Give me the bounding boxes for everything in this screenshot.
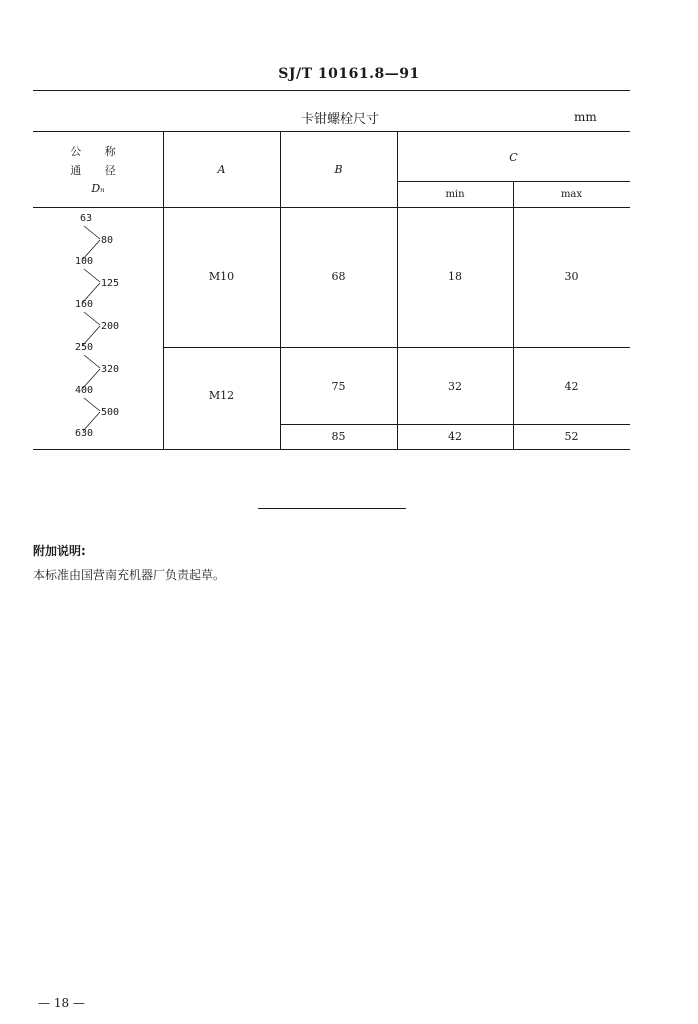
dn-80: 80: [101, 235, 114, 246]
dn-500: 500: [101, 407, 120, 418]
col-rule-3: [397, 131, 398, 449]
standard-number: SJ/T 10161.8—91: [278, 66, 420, 82]
dn-zigzag-lines: [33, 207, 163, 452]
note-title: 附加说明:: [33, 544, 86, 558]
end-rule: [258, 508, 406, 509]
dn-400: 400: [75, 385, 94, 396]
dn-200: 200: [101, 321, 120, 332]
col-rule-2: [280, 131, 281, 449]
row2-c-min: 32: [448, 380, 462, 393]
dn-320: 320: [101, 364, 120, 375]
dn-100: 100: [75, 256, 94, 267]
row3-c-max: 52: [564, 430, 579, 443]
last-row-rule: [280, 424, 630, 425]
nominal-diameter-label-2: 通 径: [70, 164, 126, 177]
row2-b: 75: [331, 380, 346, 393]
dn-160: 160: [75, 299, 94, 310]
dn-250: 250: [75, 342, 94, 353]
col-a-header: A: [217, 163, 226, 176]
dn-125: 125: [101, 278, 120, 289]
header-rule: [33, 90, 630, 91]
col-c-header: C: [509, 151, 518, 164]
row3-b: 85: [331, 430, 346, 443]
note-body: 本标准由国营南充机器厂负责起草。: [33, 568, 226, 582]
col-c-min-header: min: [445, 189, 465, 200]
table-unit: mm: [574, 110, 597, 124]
dn-63: 63: [80, 213, 93, 224]
col-rule-4: [513, 181, 514, 449]
col-c-max-header: max: [560, 189, 583, 200]
dn-630: 630: [75, 428, 94, 439]
row1-c-min: 18: [448, 270, 462, 283]
nominal-diameter-label-1: 公 称: [70, 145, 126, 158]
table-caption: 卡钳螺栓尺寸: [300, 112, 379, 127]
nominal-diameter-symbol: Dₙ: [91, 182, 105, 195]
col-b-header: B: [334, 163, 343, 176]
row2-c-max: 42: [564, 380, 579, 393]
table-top-rule: [33, 131, 630, 132]
row1-a: M10: [208, 270, 235, 283]
row2-a: M12: [208, 389, 235, 402]
row3-c-min: 42: [448, 430, 462, 443]
page-number: — 18 —: [38, 996, 85, 1010]
row1-c-max: 30: [564, 270, 579, 283]
row1-b: 68: [331, 270, 346, 283]
